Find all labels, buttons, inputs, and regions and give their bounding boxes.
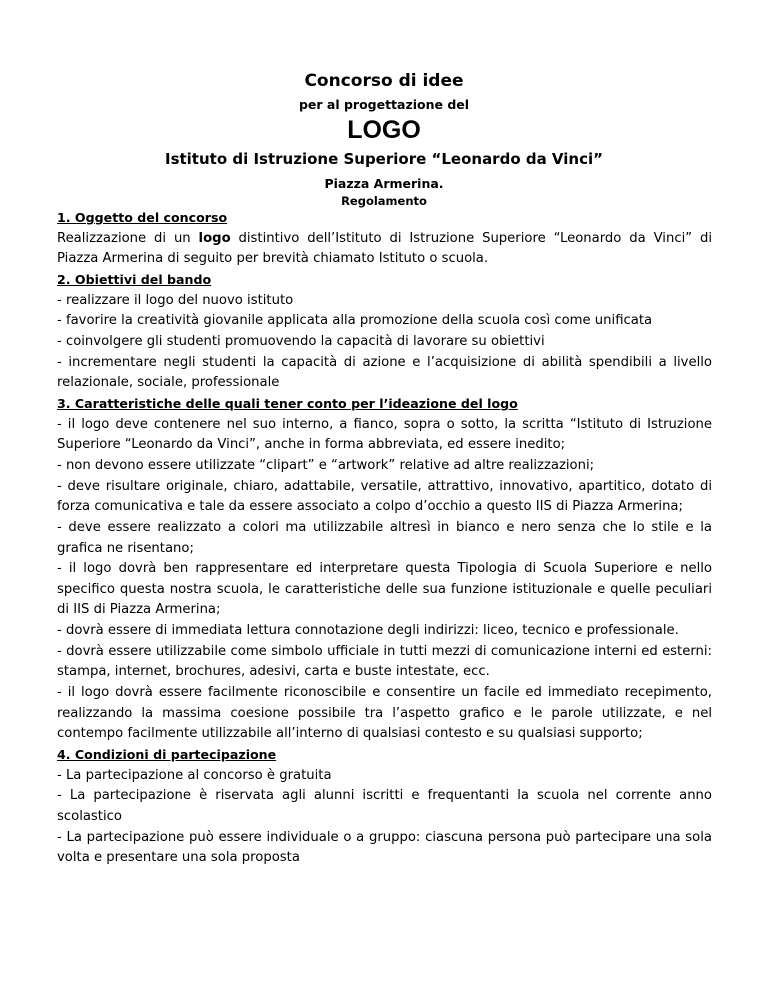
section-4-item: - La partecipazione può essere individuale o a gruppo: ciascuna persona può partecipare una sola volta e presentare una sola proposta — [57, 829, 712, 866]
section-4-item: - La partecipazione al concorso è gratuita — [57, 767, 332, 783]
section-3-item: - il logo dovrà ben rappresentare ed interpretare questa Tipologia di Scuola Superiore e nello specifico questa nostra scuola, le caratteristiche delle sua funzione istituzionale e quelle peculiari di IIS di Piazza Armerina; — [57, 561, 712, 618]
section-1-text-post: distintivo dell’Istituto di Istruzione Superiore “Leonardo da Vinci” di Piazza Armerina di seguito per brevità chiamato Istituto o scuola. — [57, 230, 712, 267]
section-1-heading: 1. Oggetto del concorso — [57, 210, 228, 225]
section-3-item: - il logo deve contenere nel suo interno, a fianco, sopra o sotto, la scritta “Istituto di Istruzione Superiore “Leonardo da Vinci”, anche in forma abbreviata, ed essere inedito; — [57, 416, 712, 453]
section-1-text-bold: logo — [198, 230, 231, 246]
section-3-item: - dovrà essere utilizzabile come simbolo ufficiale in tutti mezzi di comunicazione interni ed esterni: stampa, internet, brochures, adesivi, carta e buste intestate, ecc. — [57, 643, 712, 680]
city-name: Piazza Armerina. — [324, 176, 444, 191]
section-2-item: - incrementare negli studenti la capacità di azione e l’acquisizione di abilità spendibili a livello relazionale, sociale, professionale — [57, 354, 712, 391]
section-3-item: - non devono essere utilizzate “clipart” e “artwork” relative ad altre realizzazioni; — [57, 457, 595, 473]
institute-name: Istituto di Istruzione Superiore “Leonardo da Vinci” — [164, 150, 603, 168]
logo-heading: LOGO — [347, 116, 421, 144]
section-3-heading: 3. Caratteristiche delle quali tener conto per l’ideazione del logo — [57, 395, 518, 411]
document-body — [57, 208, 712, 869]
section-2-item: - favorire la creatività giovanile applicata alla promozione della scuola così come unificata — [57, 313, 653, 329]
section-4-heading: 4. Condizioni di partecipazione — [57, 747, 277, 763]
section-3-item: - deve essere realizzato a colori ma utilizzabile altresì in bianco e nero senza che lo stile e la grafica ne risentano; — [57, 519, 712, 556]
section-1-text — [57, 229, 712, 270]
section-2-item: - realizzare il logo del nuovo istituto — [57, 292, 294, 308]
section-3-item: - il logo dovrà essere facilmente riconoscibile e consentire un facile ed immediato recepimento, realizzando la massima coesione possibile tra l’aspetto grafico e le parole utilizzate, e nel contempo facilmente utilizzabile all’interno di qualsiasi contesto e su qualsiasi supporto; — [57, 685, 712, 742]
section-4-item: - La partecipazione è riservata agli alunni iscritti e frequentanti la scuola nel corrente anno scolastico — [57, 788, 712, 825]
section-2-item: - coinvolgere gli studenti promuovendo la capacità di lavorare su obiettivi — [57, 333, 545, 349]
section-3-item: - dovrà essere di immediata lettura connotazione degli indirizzi: liceo, tecnico e professionale. — [57, 623, 679, 639]
section-3-item: - deve risultare originale, chiaro, adattabile, versatile, attrattivo, innovativo, apartitico, dotato di forza comunicativa e tale da essere associato a colpo d’occhio a questo IIS di Piazza Armerina; — [57, 478, 712, 515]
section-2-heading: 2. Obiettivi del bando — [57, 271, 212, 287]
page-title: Concorso di idee — [304, 71, 464, 91]
rules-heading: Regolamento — [341, 194, 427, 208]
section-1-text-pre: Realizzazione di un — [57, 230, 199, 246]
page-subtitle: per al progettazione del — [298, 97, 470, 112]
